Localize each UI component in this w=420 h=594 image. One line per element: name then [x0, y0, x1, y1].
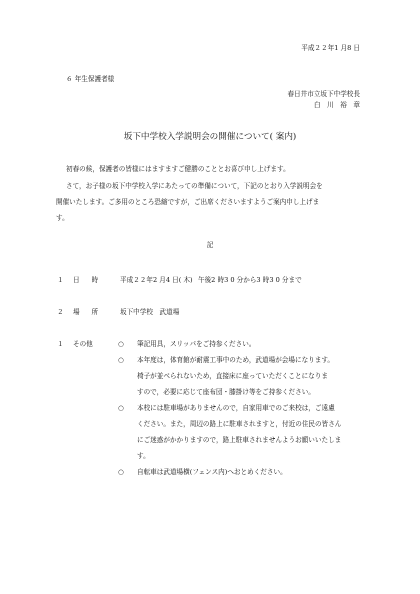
- sender-name: 白 川 裕 章: [313, 101, 360, 109]
- note-bullet: ○: [118, 356, 124, 364]
- sender-organization: 春日井市立坂下中学校長: [287, 90, 360, 98]
- recipient: ６ 年生保護者様: [66, 75, 115, 83]
- note-line: 本校には駐車場がありませんので，自家用車でのご来校は，ご遠慮: [137, 404, 335, 412]
- item-number: ２: [57, 308, 64, 316]
- document-title: 坂下中学校入学説明会の開催について( 案内): [123, 132, 297, 142]
- item-label-place: 場 所: [73, 308, 101, 316]
- document-date: 平成２２年1 月8 日: [301, 44, 360, 52]
- note-bullet: ○: [118, 468, 124, 476]
- body-line-4: す。: [56, 214, 69, 222]
- note-line: 本年度は，体育館が耐震工事中のため，武道場が会場になります。: [137, 356, 335, 364]
- note-bullet: ○: [118, 404, 124, 412]
- note-line: ください。また，周辺の路上に駐車されますと，付近の住民の皆さん: [137, 420, 342, 428]
- body-line-3: 開催いたします。ご多用のところ恐縮ですが，ご出席くださいますようご案内申し上げま: [56, 198, 320, 206]
- note-line: す。: [137, 452, 150, 460]
- item-value-time: 午後2 時3 0 分から3 時3 0 分まで: [198, 276, 302, 284]
- item-label-datetime: 日 時: [73, 276, 101, 284]
- item-value-date: 平成２２年2 月4 日( 木): [120, 276, 193, 284]
- note-bullet: ○: [118, 340, 124, 348]
- body-line-2: さて，お子様の坂下中学校入学にあたっての準備について，下記のとおり入学説明会を: [66, 182, 323, 190]
- item-label-other: その他: [73, 340, 93, 348]
- note-line: 筆記用具，スリッパをご持参ください。: [137, 340, 256, 348]
- body-line-1: 初春の候，保護者の皆様にはますますご健勝のこととお喜び申し上げます。: [66, 165, 290, 173]
- item-number: １: [57, 276, 64, 284]
- note-line: 自転車は武道場横(フェンス内)へおとめください。: [137, 468, 287, 476]
- note-line: 椅子が並べられないため，直接床に座っていただくことになりま: [137, 372, 328, 380]
- note-line: にご迷惑がかかりますので，路上駐車されませんようお願いいたしま: [137, 436, 342, 444]
- item-number: １: [57, 340, 64, 348]
- item-value-place: 坂下中学校 武道場: [120, 308, 180, 316]
- ki-heading: 記: [206, 241, 214, 249]
- note-line: すので，必要に応じて座布団・膝掛け等をご持参ください。: [137, 388, 315, 396]
